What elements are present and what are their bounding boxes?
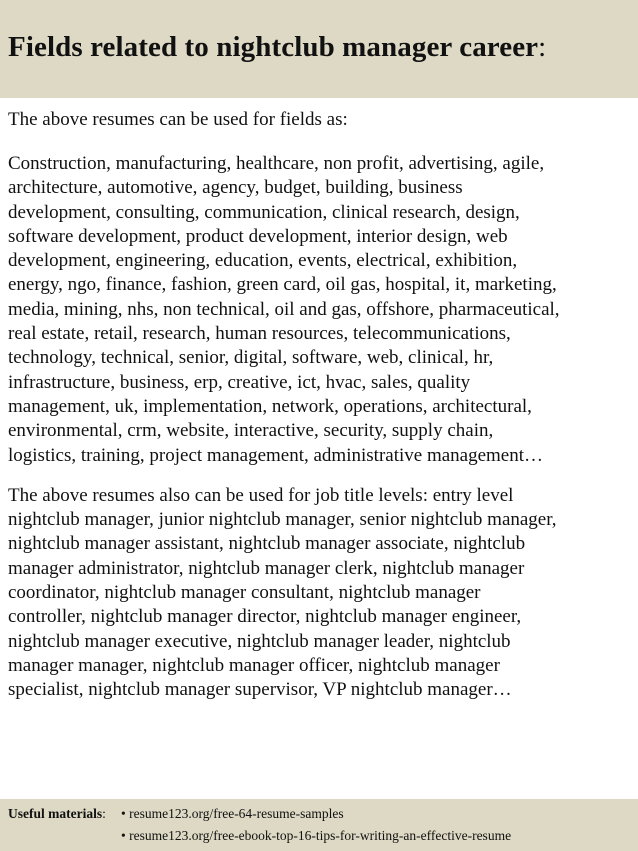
levels-line: manager administrator, nightclub manager clerk, nightclub manager	[8, 557, 525, 579]
intro-text: The above resumes can be used for fields as:	[8, 109, 348, 130]
levels-line: controller, nightclub manager director, nightclub manager engineer,	[8, 606, 522, 628]
fields-line: software development, product development, interior design, web	[8, 225, 508, 247]
fields-line: architecture, automotive, agency, budget, building, business	[8, 177, 463, 199]
main-content	[8, 107, 634, 703]
fields-line: development, consulting, communication, clinical research, design,	[8, 201, 520, 223]
useful-materials-label-text: Useful materials	[8, 806, 103, 821]
fields-line: logistics, training, project management, administrative management…	[8, 444, 544, 466]
levels-line: The above resumes also can be used for job title levels: entry level	[8, 484, 514, 506]
fields-line: environmental, crm, website, interactive, security, supply chain,	[8, 420, 494, 442]
levels-line: specialist, nightclub manager supervisor, VP nightclub manager…	[8, 679, 512, 701]
fields-line: media, mining, nhs, non technical, oil and gas, offshore, pharmaceutical,	[8, 298, 560, 320]
fields-line: energy, ngo, finance, fashion, green card, oil gas, hospital, it, marketing,	[8, 274, 557, 296]
job-levels-list	[8, 484, 634, 703]
page-title-text: Fields related to nightclub manager career	[8, 31, 539, 63]
levels-line: nightclub manager, junior nightclub manager, senior nightclub manager,	[8, 509, 557, 531]
page-title	[8, 31, 546, 64]
useful-materials-label-colon: :	[102, 806, 106, 821]
fields-line: technology, technical, senior, digital, software, web, clinical, hr,	[8, 347, 494, 369]
fields-line: real estate, retail, research, human resources, telecommunications,	[8, 323, 511, 345]
levels-line: coordinator, nightclub manager consultant, nightclub manager	[8, 582, 481, 604]
levels-line: nightclub manager executive, nightclub manager leader, nightclub	[8, 630, 511, 652]
fields-line: management, uk, implementation, network, operations, architectural,	[8, 395, 532, 417]
levels-line: manager manager, nightclub manager officer, nightclub manager	[8, 654, 500, 676]
fields-line: Construction, manufacturing, healthcare, non profit, advertising, agile,	[8, 153, 545, 174]
page-title-colon: :	[538, 31, 547, 63]
resume-samples-link[interactable]: • resume123.org/free-64-resume-samples	[121, 806, 344, 821]
fields-line: infrastructure, business, erp, creative, ict, hvac, sales, quality	[8, 371, 471, 393]
resume-ebook-link[interactable]: • resume123.org/free-ebook-top-16-tips-for-writing-an-effective-resume	[121, 828, 512, 843]
fields-line: development, engineering, education, events, electrical, exhibition,	[8, 250, 518, 272]
fields-list	[8, 152, 634, 468]
useful-materials-label	[8, 806, 106, 822]
useful-materials-footer	[0, 799, 638, 851]
levels-line: nightclub manager assistant, nightclub manager associate, nightclub	[8, 533, 526, 555]
title-banner	[0, 0, 638, 98]
